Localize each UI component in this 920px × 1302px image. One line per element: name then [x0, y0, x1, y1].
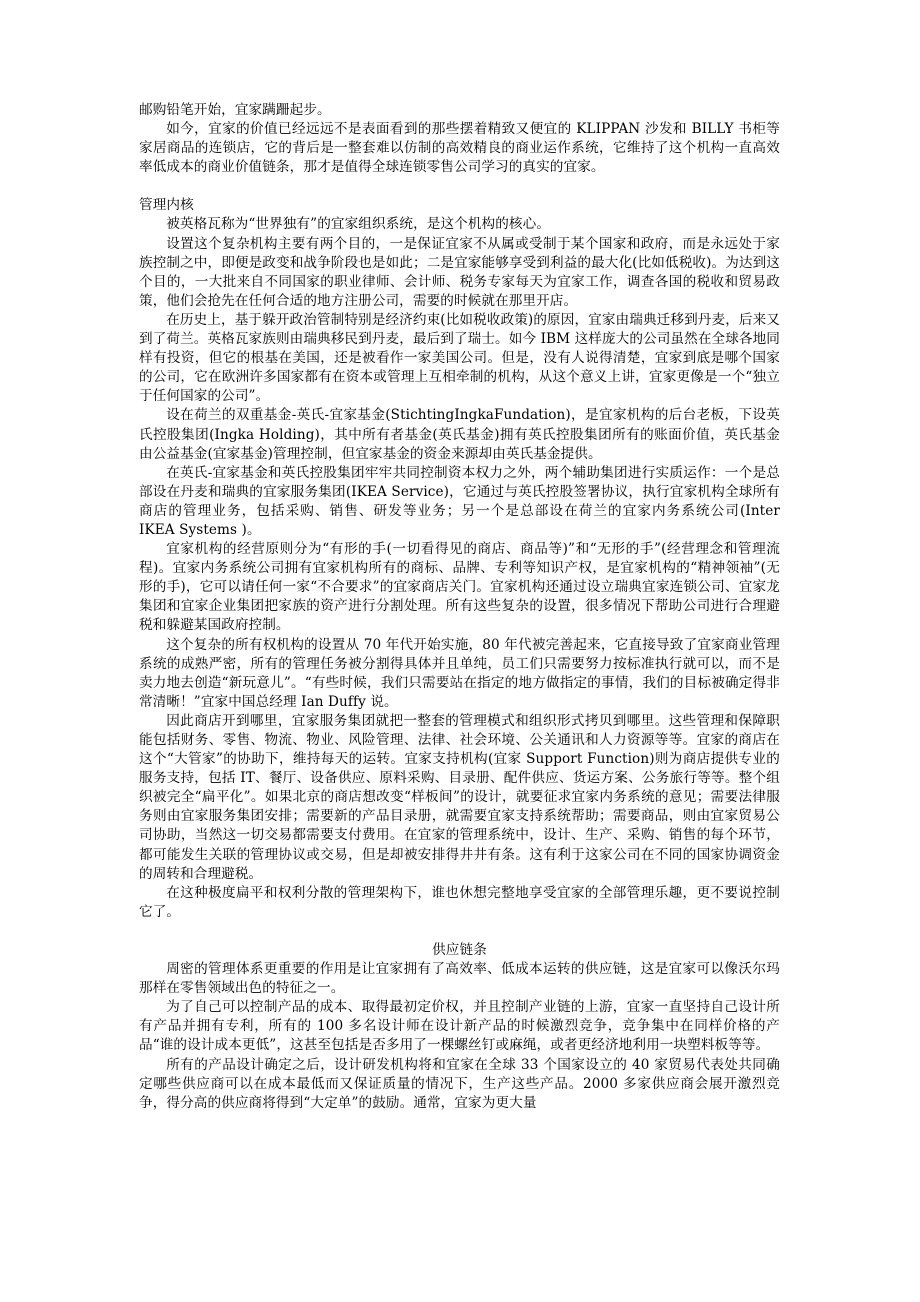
management-paragraph: 在这种极度扁平和权利分散的管理架构下，谁也休想完整地享受宜家的全部管理乐趣，更不要说控制它了。 [139, 884, 780, 920]
supply-paragraph: 为了自己可以控制产品的成本、取得最初定价权，并且控制产业链的上游，宜家一直坚持自己设计所有产品并拥有专利，所有的 100 多名设计师在设计新产品的时候激烈竞争，竞争集中在同样价格的产品“谁的设计成本更低”，这甚至包括是否多用了一棵螺丝钉或麻绳，或者更经济地利用一块塑料板等等。 [139, 999, 780, 1054]
intro-paragraph: 邮购铅笔开始，宜家蹒跚起步。 [139, 102, 331, 118]
management-section [139, 196, 780, 922]
supply-heading: 供应链条 [432, 941, 487, 958]
management-paragraph: 这个复杂的所有权机构的设置从 70 年代开始实施，80 年代被完善起来，它直接导致了宜家商业管理系统的成熟严密，所有的管理任务被分割得具体并且单纯，员工们只需要努力按标准执行就可以，而不是卖力地去创造“新玩意儿”。“有些时候，我们只需要站在指定的地方做指定的事情，我们的目标被确定得非常清晰！”宜家中国总经理 Ian Duffy 说。 [139, 636, 780, 710]
management-paragraph: 设置这个复杂机构主要有两个目的，一是保证宜家不从属或受制于某个国家和政府，而是永远处于家族控制之中，即便是政变和战争阶段也是如此；二是宜家能够享受到利益的最大化(比如低税收)。为达到这个目的，一大批来自不同国家的职业律师、会计师、税务专家每天为宜家工作，调查各国的税收和贸易政策，他们会抢先在任何合适的地方注册公司，需要的时候就在那里开店。 [139, 235, 780, 309]
management-paragraph: 宜家机构的经营原则分为“有形的手(一切看得见的商店、商品等)”和“无形的手”(经营理念和管理流程)。宜家内务系统公司拥有宜家机构所有的商标、品牌、专利等知识产权，是宜家机构的“精神领袖”(无形的手)，它可以请任何一家“不合要求”的宜家商店关门。宜家机构还通过设立瑞典宜家连锁公司、宜家龙集团和宜家企业集团把家族的资产进行分割处理。所有这些复杂的设置，很多情况下帮助公司进行合理避税和躲避某国政府控制。 [139, 541, 780, 634]
intro-section [139, 101, 780, 177]
document-page [139, 101, 780, 1113]
supply-paragraph: 所有的产品设计确定之后，设计研发机构将和宜家在全球 33 个国家设立的 40 家贸易代表处共同确定哪些供应商可以在成本最低而又保证质量的情况下，生产这些产品。2000 多家供应商会展开激烈竞争，得分高的供应商将得到“大定单”的鼓励。通常，宜家为更大量 [139, 1056, 780, 1111]
management-paragraph: 在历史上，基于躲开政治管制特别是经济约束(比如税收政策)的原因，宜家由瑞典迁移到丹麦，后来又到了荷兰。英格瓦家族则由瑞典移民到丹麦，最后到了瑞士。如今 IBM 这样庞大的公司虽然在全球各地同样有投资，但它的根基在美国，还是被看作一家美国公司。但是，没有人说得清楚，宜家到底是哪个国家的公司，它在欧洲许多国家都有在资本或管理上互相牵制的机构，从这个意义上讲，宜家更像是一个“独立于任何国家的公司”。 [139, 311, 780, 405]
supply-section [139, 941, 780, 1113]
management-heading: 管理内核 [139, 197, 194, 214]
management-paragraph: 在英氏-宜家基金和英氏控股集团牢牢共同控制资本权力之外，两个辅助集团进行实质运作：一个是总部设在丹麦和瑞典的宜家服务集团(IKEA Service)，它通过与英氏控股签署协议，执行宜家机构全球所有商店的管理业务，包括采购、销售、研发等业务；另一个是总部设在荷兰的宜家内务系统公司(Inter IKEA Systems )。 [139, 464, 780, 538]
management-paragraph: 设在荷兰的双重基金-英氏-宜家基金(StichtingIngkaFundation)，是宜家机构的后台老板，下设英氏控股集团(Ingka Holding)，其中所有者基金(英氏基金)拥有英氏控股集团所有的账面价值，英氏基金由公益基金(宜家基金)管理控制，但宜家基金的资金来源却由英氏基金提供。 [139, 407, 780, 462]
management-paragraph: 被英格瓦称为“世界独有”的宜家组织系统，是这个机构的核心。 [166, 216, 551, 233]
management-paragraph: 因此商店开到哪里，宜家服务集团就把一整套的管理模式和组织形式拷贝到哪里。这些管理和保障职能包括财务、零售、物流、物业、风险管理、法律、社会环境、公关通讯和人力资源等等。宜家的商店在这个“大管家”的协助下，维持每天的运转。宜家支持机构(宜家 Support Function)则为商店提供专业的服务支持，包括 IT、餐厅、设备供应、原料采购、目录册、配件供应、货运方案、公务旅行等等。整个组织被完全“扁平化”。如果北京的商店想改变“样板间”的设计，就要征求宜家内务系统的意见；需要法律服务则由宜家服务集团安排；需要新的产品目录册，就需要宜家支持系统帮助；需要商品，则由宜家贸易公司协助，当然这一切交易都需要支付费用。在宜家的管理系统中，设计、生产、采购、销售的每个环节，都可能发生关联的管理协议或交易，但是却被安排得井井有条。这有利于这家公司在不同的国家协调资金的周转和合理避税。 [139, 712, 780, 882]
intro-paragraph: 如今，宜家的价值已经远远不是表面看到的那些摆着精致又便宜的 KLIPPAN 沙发和 BILLY 书柜等家居商品的连锁店，它的背后是一整套难以仿制的高效精良的商业运作系统，它维持了这个机构一直高效率低成本的商业价值链条，那才是值得全球连锁零售公司学习的真实的宜家。 [139, 121, 780, 176]
supply-paragraph: 周密的管理体系更重要的作用是让宜家拥有了高效率、低成本运转的供应链，这是宜家可以像沃尔玛那样在零售领域出色的特征之一。 [139, 961, 780, 997]
